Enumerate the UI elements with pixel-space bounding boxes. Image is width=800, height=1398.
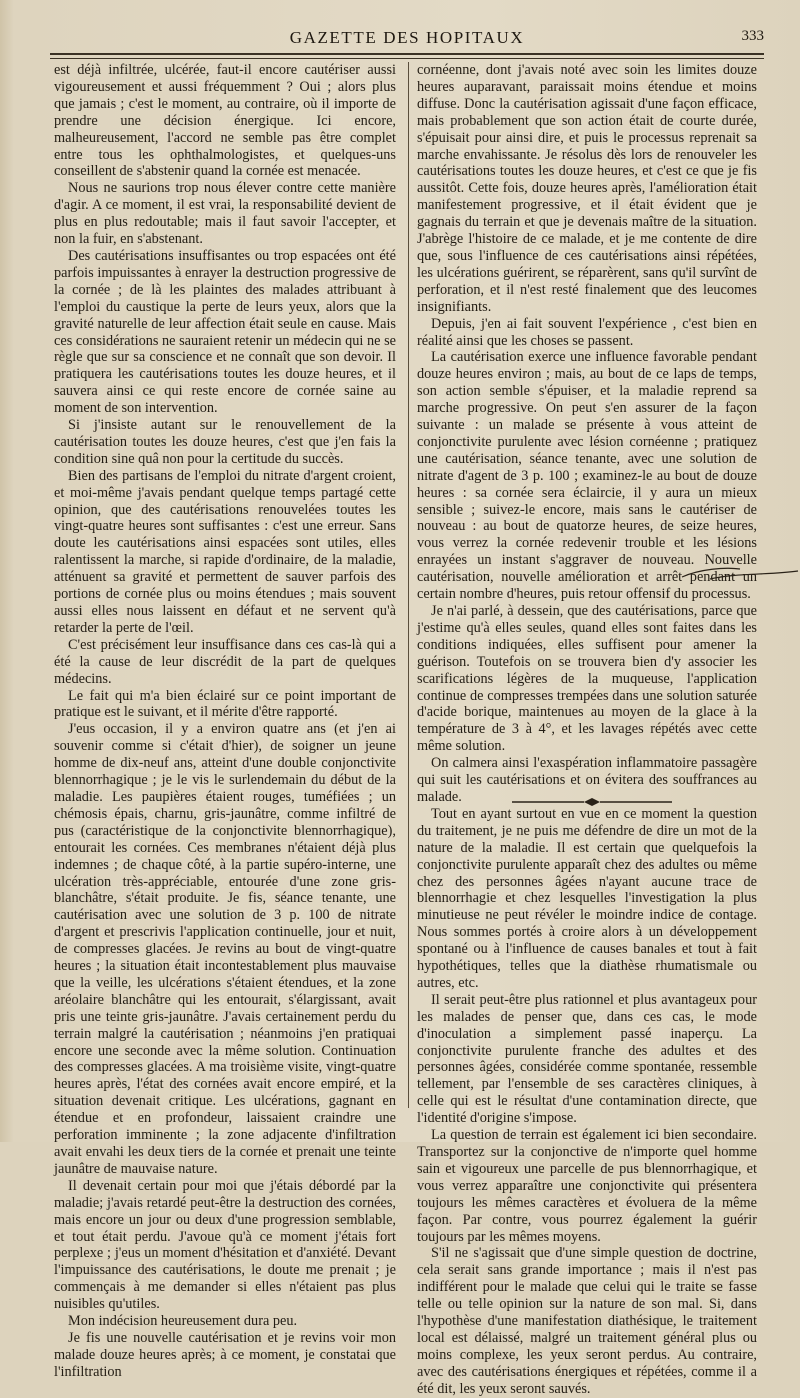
paragraph: La question de terrain est également ici bien secondaire. Transportez sur la conjonctive de n'importe quel homme sain et vigoureux une parcelle de pus blennorrhagique, et vous verrez apparaître une conjonctivite qui présentera toujours les mêmes caractères et évoluera de la même façon. Par contre, vous pourrez également la guérir toujours par les mêmes moyens. [417, 1127, 757, 1245]
paragraph: La cautérisation exerce une influence favorable pendant douze heures environ ; mais, au bout de ce laps de temps, son action semble s'épuiser, et la maladie reprend sa marche progressive. On peut s'en assurer de la façon suivante : un malade se présente à vous atteint de conjonctivite purulente avec lésion cornéenne ; pratiquez une cautérisation, séance tenante, avec une solution de nitrate d'agent de 3 p. 100 ; examinez-le au bout de douze heures : sa cornée sera éclaircie, il y aura un mieux sensible ; suivez-le encore, mais sans le cautériser de nouveau : au bout de quatorze heures, de seize heures, vous verrez la cornée redevenir trouble et les lésions enrayées un instant s'aggraver de nouveau. Nouvelle cautérisation, nouvelle amélioration et arrêt pendant un certain nombre d'heures, puis retour offensif du processus. [417, 349, 757, 603]
paragraph: Je fis une nouvelle cautérisation et je revins voir mon malade douze heures après; à ce moment, je constatai que l'infiltration [54, 1329, 396, 1380]
paragraph: J'eus occasion, il y a environ quatre ans (et j'en ai souvenir comme si c'était d'hier), de soigner un jeune homme de dix-neuf ans, atteint d'une double conjonctivite blennorrhagique ; je le vis le surlendemain du début de la maladie. Les paupières étaient rouges, tuméfiées ; un chémosis épais, charnu, gris-jaunâtre, comme infiltré de pus (caractéristique de la conjonctivite blennorrhagique), entourait les cornées. Ces membranes n'étaient déjà plus indemnes ; de chaque côté, à la partie supéro-interne, une ulcération très-appréciable, entourée d'une zone gris-blanchâtre, s'était produite. Je fis, séance tenante, une cautérisation avec une solution de 3 p. 100 de nitrate d'argent et prescrivis l'application continuelle, jour et nuit, de compresses glacées. Je revins au bout de vingt-quatre heures ; la situation était incontestablement plus mauvaise que la veille, les ulcérations s'étaient étendues, et la zone aréolaire blanchâtre qui les entourait, s'élargissant, avait pris une teinte gris-jaunâtre. J'avais certainement perdu du terrain malgré la cautérisation ; néanmoins j'en pratiquai encore une seconde avec la même solution. Continuation des compresses glacées. A ma troisième visite, vingt-quatre heures après, l'état des cornées avait encore empiré, et la situation devenait critique. Les ulcérations, gagnant en étendue et en profondeur, laissaient craindre une perforation imminente ; la zone adjacente d'infiltration avait envahi les deux tiers de la cornée et prenait une teinte jaunâtre de mauvaise nature. [54, 721, 396, 1177]
header-rule-thin [50, 58, 764, 59]
right-column [417, 62, 757, 1397]
paragraph: Nous ne saurions trop nous élever contre cette manière d'agir. A ce moment, il est vrai, la responsabilité devient de plus en plus redoutable; mais il faut savoir l'accepter, et non la fuir, en s'abstenant. [54, 180, 396, 248]
paragraph: Il serait peut-être plus rationnel et plus avantageux pour les malades de penser que, dans ces cas, le mode d'inoculation a simplement passé inaperçu. La conjonctivite purulente franche des adultes et des personnes âgées, considérée comme spontanée, ressemble tellement, par l'ensemble de ses caractères cliniques, à celle qui est le résultat d'une contamination directe, que l'identité d'origine s'impose. [417, 991, 757, 1127]
paragraph: Il devenait certain pour moi que j'étais débordé par la maladie; j'avais retardé peut-être la destruction des cornées, mais encore un jour ou deux d'une progression semblable, et tout était perdu. J'avoue qu'à ce moment j'étais fort perplexe ; j'eus un moment d'hésitation et d'anxiété. Devant l'impuissance des cautérisations, le doute me prenait ; je commençais à me demander si elles n'étaient pas plus nuisibles qu'utiles. [54, 1177, 396, 1313]
paragraph: Je n'ai parlé, à dessein, que des cautérisations, parce que j'estime qu'à elles seules, quand elles sont faites dans les conditions indiquées, elles suffisent pour amener la guérison. Toutefois on se trouvera bien d'y associer les scarifications légères de la muqueuse, l'application continue de compresses trempées dans une solution saturée d'acide borique, maintenues au moyen de la glace à la température de 3 à 4°, et les lavages répétés avec cette même solution. [417, 603, 757, 755]
paragraph: Mon indécision heureusement dura peu. [68, 1313, 298, 1330]
paragraph: Bien des partisans de l'emploi du nitrate d'argent croient, et moi-même j'avais pendant quelque temps partagé cette opinion, que des cautérisations renouvelées toutes les vingt-quatre heures sont suffisantes : c'est une erreur. Sans doute les cautérisations ainsi espacées sont utiles, elles ralentissent la marche, si rapide d'ordinaire, de la maladie, atténuent sa gravité et permettent de sauver parfois des portions de cornée plus ou moins étendues ; mais souvent aussi elles nous laissent en défaut et ne servent qu'à retarder la perte de l'œil. [54, 467, 396, 636]
running-title: GAZETTE DES HOPITAUX [289, 28, 525, 47]
page-number: 333 [741, 28, 764, 44]
paragraph: Des cautérisations insuffisantes ou trop espacées ont été parfois impuissantes à enrayer la destruction progressive de la cornée ; de là les plaintes des malades attribuant à l'emploi du caustique la perte de leurs yeux, alors que la gravité naturelle de leur affection était seule en cause. Mais ces considérations ne sauraient retenir un médecin qui ne se règle que sur sa conscience et ne connaît que son devoir. Il pratiquera les cautérisations toutes les douze heures, et il sauvera ainsi ce qui reste encore de cornée saine au moment de son intervention. [54, 247, 396, 417]
left-column [54, 62, 396, 1380]
header-rule-thick [50, 53, 764, 55]
pen-annotation-mark [680, 565, 800, 595]
end-ornament [512, 796, 672, 808]
column-divider [408, 62, 409, 1108]
paragraph: On calmera ainsi l'exaspération inflammatoire passagère qui suit les cautérisations et on évitera des souffrances au malade. [417, 755, 757, 805]
paragraph: Le fait qui m'a bien éclairé sur ce point important de pratique est le suivant, et il mérite d'être rapporté. [54, 687, 396, 721]
paragraph: est déjà infiltrée, ulcérée, faut-il encore cautériser aussi vigoureusement et aussi fréquemment ? Oui ; alors plus que jamais ; c'est le moment, au contraire, où il importe de prendre une décision énergique. Ici encore, malheureusement, l'accord ne semble pas être complet entre tous les ophthalmologistes, et quelques-uns conseillent de s'abstenir quand la cornée est menacée. [54, 62, 396, 180]
paragraph: Tout en ayant surtout en vue en ce moment la question du traitement, je ne puis me défendre de dire un mot de la nature de la maladie. Il est certain que quelquefois la conjonctivite purulente apparaît chez des adultes ou même chez des personnes âgées n'ayant aucune trace de blennorrhagie et chez lesquelles l'investigation la plus minutieuse ne peut révéler le moindre indice de contage. Nous sommes portés à croire alors à un développement spontané ou à l'influence de causes banales et tout à fait hypothétiques, telles que la diathèse rhumatismale ou autres, etc. [417, 805, 757, 991]
paragraph: cornéenne, dont j'avais noté avec soin les limites douze heures auparavant, paraissait moins étendue et moins diffuse. Donc la cautérisation agissait d'une façon efficace, mais probablement que son action était de courte durée, s'épuisait pour ainsi dire, et puis le processus reprenait sa marche envahissante. Je résolus dès lors de renouveler les cautérisations toutes les douze heures, et c'est ce que je fis aussitôt. Cette fois, douze heures après, l'amélioration était manifestement progressive, et il était évident que je gagnais du terrain et que je devenais maître de la situation. J'abrège l'histoire de ce malade, et je me contente de dire que, sous l'influence de ces cautérisations ainsi répétées, les ulcérations guérirent, se réparèrent, sans qu'il survînt de perforation, et il n'est resté finalement que des leucomes insignifiants. [417, 62, 757, 315]
paragraph: Si j'insiste autant sur le renouvellement de la cautérisation toutes les douze heures, c'est que j'en fais la condition sine quâ non pour la certitude du succès. [54, 417, 396, 467]
paragraph: C'est précisément leur insuffisance dans ces cas-là qui a été la cause de leur discrédit de la part de quelques médecins. [54, 636, 396, 687]
paragraph: Depuis, j'en ai fait souvent l'expérience , c'est bien en réalité ainsi que les choses se passent. [417, 315, 757, 349]
paragraph: S'il ne s'agissait que d'une simple question de doctrine, cela serait sans grande importance ; mais il n'est pas indifférent pour le malade que celui qui le traite se fasse telle ou telle opinion sur la nature de son mal. Si, dans l'hypothèse d'une manifestation diathésique, le traitement local est délaissé, malgré un traitement général plus ou moins complexe, les yeux seront perdus. Au contraire, avec des cautérisations énergiques et répétées, comme il a été dit, les yeux seront sauvés. [417, 1245, 757, 1397]
